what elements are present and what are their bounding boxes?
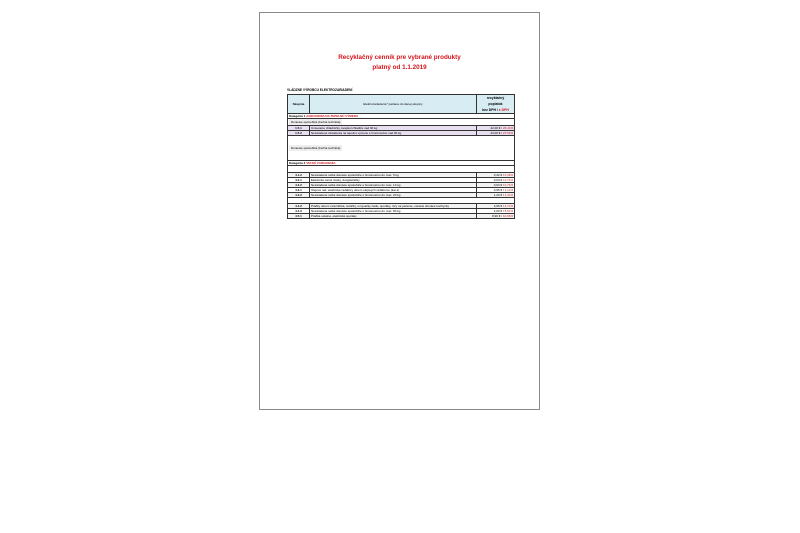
row-code: 4.2.1 bbox=[288, 178, 310, 183]
fee-header-net: bez DPH / bbox=[482, 108, 498, 112]
row-price-net: 22,00 € / bbox=[490, 126, 503, 130]
note-row bbox=[288, 136, 515, 161]
row-description: Elektrické varné dosky, dvojplatničky bbox=[310, 178, 477, 183]
row-description: Nezaradené veľké domáce spotrebiče s hmotnosťou do max. 20 kg bbox=[310, 193, 477, 198]
row-price-gross: 0,38 € bbox=[504, 173, 513, 177]
document-page bbox=[259, 12, 540, 410]
fee-header-line3 bbox=[478, 107, 513, 113]
row-price-net: 1,20 € / bbox=[493, 193, 504, 197]
fee-header-gross: s DPH bbox=[498, 108, 509, 112]
row-description: Práčky okrem mrazničiek, sušičky, umývačky riadu, sporáky, rúry na pečenie, ostatné domáce kuchynky bbox=[310, 204, 477, 209]
category-name: ZARIADENIA NA TEPELNÚ VÝMENU bbox=[306, 114, 359, 118]
row-price-net: 0,63 € / bbox=[493, 178, 504, 182]
fee-header-line1: recyklačný bbox=[486, 96, 505, 100]
column-header-description: Elektrozariadenie* patriace do danej skupiny bbox=[310, 95, 477, 114]
row-price-gross: 27,60 € bbox=[502, 131, 513, 135]
note-cell bbox=[288, 119, 515, 126]
row-code: 1.5.1 bbox=[288, 126, 310, 131]
fee-header-line2: poplatok bbox=[488, 102, 503, 106]
row-price-gross: 26,40 € bbox=[502, 126, 513, 130]
document-title: Recyklačný cenník pre vybrané produkty bbox=[338, 54, 461, 61]
category-prefix: Kategória 4 bbox=[289, 161, 306, 165]
row-code: 4.5.1 bbox=[288, 214, 310, 219]
note-text: Doniesie spotrebiča (bežná technika) bbox=[291, 120, 341, 124]
note-text: Doniesie spotrebiča (bežná technika) bbox=[291, 146, 341, 150]
column-header-group: Skupina bbox=[288, 95, 310, 114]
column-header-fee bbox=[477, 95, 515, 114]
row-price-net: 0,63 € / bbox=[493, 183, 504, 187]
price-table bbox=[287, 94, 515, 219]
row-price-gross: 0,76 € bbox=[504, 178, 513, 182]
row-code: 4.4.3 bbox=[288, 209, 310, 214]
row-description: Nezaradené zariadenia na tepelnú výmenu s hmotnosťou nad 90 kg bbox=[310, 131, 477, 136]
row-price-net: 4,60 € / bbox=[493, 209, 504, 213]
row-code: 1.5.2 bbox=[288, 131, 310, 136]
table-row bbox=[288, 214, 515, 219]
row-price-gross: 0,76 € bbox=[504, 183, 513, 187]
note-row bbox=[288, 119, 515, 126]
table-header-row bbox=[288, 95, 515, 114]
row-price-net: 8,90 € / bbox=[492, 214, 503, 218]
row-price-gross: 1,44 € bbox=[504, 193, 513, 197]
row-price-gross: 10,68 € bbox=[502, 214, 513, 218]
row-description: Olejové rad. elektrické radiátory okrem olejových radiátorov (kat.1) bbox=[310, 188, 477, 193]
row-code: 4.4.2 bbox=[288, 204, 310, 209]
document-subtitle: platný od 1.1.2019 bbox=[372, 64, 427, 71]
row-code: 4.2.2 bbox=[288, 183, 310, 188]
row-description: Práčka ostatné, elektrické sporáky bbox=[310, 214, 477, 219]
row-code: 4.3.1 bbox=[288, 188, 310, 193]
row-price bbox=[477, 214, 515, 219]
row-price-net: 23,00 € / bbox=[490, 131, 503, 135]
row-description: Nezaradené veľké domáce spotrebiče s hmotnosťou do max. 5 kg bbox=[310, 173, 477, 178]
row-description: Umievacie chladničky, kvapkol chladiče nad 90 kg bbox=[310, 126, 477, 131]
row-price-net: 0,95 € / bbox=[493, 188, 504, 192]
section-note: VLÁDZNE VÝROBCU ELEKTROZARIADENÍ bbox=[287, 88, 353, 92]
spacer-row bbox=[288, 166, 515, 173]
row-price-gross: 1,14 € bbox=[504, 188, 513, 192]
row-description: Nezaradené veľké domáce spotrebiče s hmotnosťou do max. 80 kg bbox=[310, 209, 477, 214]
note-cell bbox=[288, 136, 515, 161]
row-description: Nezaradené veľké domáce spotrebiče s hmotnosťou do max. 10 kg bbox=[310, 183, 477, 188]
row-code: 4.3.2 bbox=[288, 193, 310, 198]
row-price-net: 0,32 € / bbox=[493, 173, 504, 177]
category-prefix: Kategória 1 bbox=[289, 114, 306, 118]
row-code: 4.1.2 bbox=[288, 173, 310, 178]
row-price-gross: 5,52 € bbox=[504, 209, 513, 213]
row-price-net: 3,95 € / bbox=[493, 204, 504, 208]
row-price-gross: 4,74 € bbox=[504, 204, 513, 208]
category-name: VEĽKÉ ZARIADENIA bbox=[306, 161, 336, 165]
